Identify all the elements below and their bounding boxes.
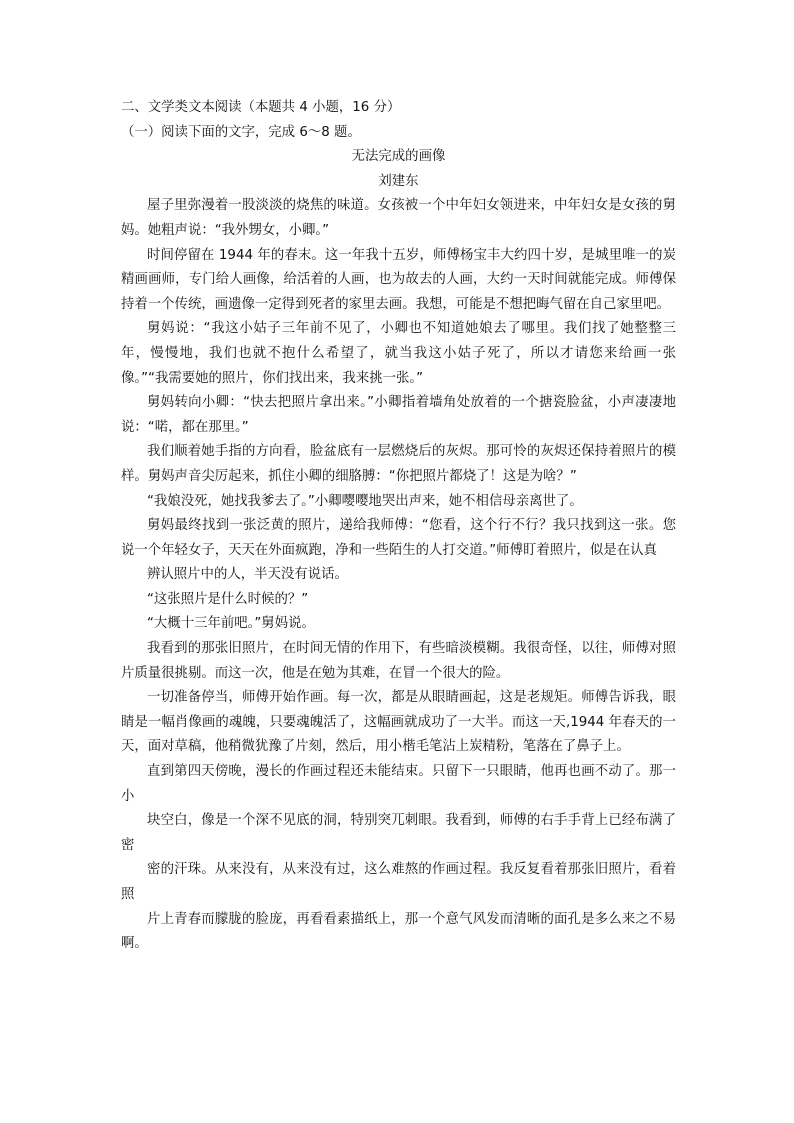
paragraph: “这张照片是什么时候的？” <box>147 591 309 607</box>
paragraph: “大概十三年前吧。”舅妈说。 <box>147 616 315 632</box>
paragraph: 我们顺着她手指的方向看，脸盆底有一层燃烧后的灰烬。那可怜的灰烬还保持着照片的模样。舅妈声音尖厉起来，抓住小卿的细胳膊：“你把照片都烧了！这是为啥？” <box>121 444 676 484</box>
paragraph: 辨认照片中的人，半天没有说话。 <box>147 567 348 583</box>
paragraph: 屋子里弥漫着一股淡淡的烧焦的味道。女孩被一个中年妇女领进来，中年妇女是女孩的舅妈。她粗声说：“我外甥女，小卿。” <box>121 198 676 238</box>
paragraph: 直到第四天傍晚，漫长的作画过程还未能结束。只留下一只眼睛，他再也画不动了。那一小 <box>121 764 676 804</box>
paragraph: 时间停留在 1944 年的春末。这一年我十五岁，师傅杨宝丰大约四十岁，是城里唯一的炭精画画师，专门给人画像，给活着的人画，也为故去的人画，大约一天时间就能完成。师傅保持着一个传统，画遗像一定得到死者的家里去画。我想，可能是不想把晦气留在自己家里吧。 <box>121 247 676 312</box>
paragraph: “我娘没死，她找我爹去了。”小卿嘤嘤地哭出声来，她不相信母亲离世了。 <box>147 493 583 509</box>
paragraph: 块空白，像是一个深不见底的洞，特别突兀刺眼。我看到，师傅的右手手背上已经布满了密 <box>121 813 676 853</box>
paragraph: 密的汗珠。从来没有，从来没有过，这么难熬的作画过程。我反复看着那张旧照片，看着照 <box>121 862 676 902</box>
paragraph: 一切准备停当，师傅开始作画。每一次，都是从眼睛画起，这是老规矩。师傅告诉我，眼睛是一幅肖像画的魂魄，只要魂魄活了，这幅画就成功了一大半。而这一天,1944 年春天的一天，面对草稿，他稍微犹豫了片刻，然后，用小楷毛笔沾上炭精粉，笔落在了鼻子上。 <box>121 690 676 755</box>
section-sub-heading: （一）阅读下面的文字，完成 6～8 题。 <box>121 124 361 140</box>
paragraph: 舅妈最终找到一张泛黄的照片，递给我师傅：“您看，这个行不行？我只找到这一张。您说一个年轻女子，天天在外面疯跑，净和一些陌生的人打交道。”师傅盯着照片，似是在认真 <box>121 518 676 558</box>
article-title: 无法完成的画像 <box>351 149 446 165</box>
paragraph: 舅妈说：“我这小姑子三年前不见了，小卿也不知道她娘去了哪里。我们找了她整整三年，慢慢地，我们也就不抱什么希望了，就当我这小姑子死了，所以才请您来给画一张像。”“我需要她的照片，你们找出来，我来挑一张。” <box>121 321 676 386</box>
paragraph: 片上青春而朦胧的脸庞，再看看素描纸上，那一个意气风发而清晰的面孔是多么来之不易啊。 <box>121 911 676 952</box>
document-page <box>121 96 676 957</box>
article-body <box>121 194 676 956</box>
paragraph: 我看到的那张旧照片，在时间无情的作用下，有些暗淡模糊。我很奇怪，以往，师傅对照片质量很挑剔。而这一次，他是在勉为其难，在冒一个很大的险。 <box>121 641 676 681</box>
paragraph: 舅妈转向小卿：“快去把照片拿出来。”小卿指着墙角处放着的一个搪瓷脸盆，小声凄凄地说：“喏，都在那里。” <box>121 395 676 435</box>
article-author: 刘建东 <box>378 173 419 189</box>
section-heading: 二、文学类文本阅读（本题共 4 小题，16 分） <box>121 100 401 115</box>
